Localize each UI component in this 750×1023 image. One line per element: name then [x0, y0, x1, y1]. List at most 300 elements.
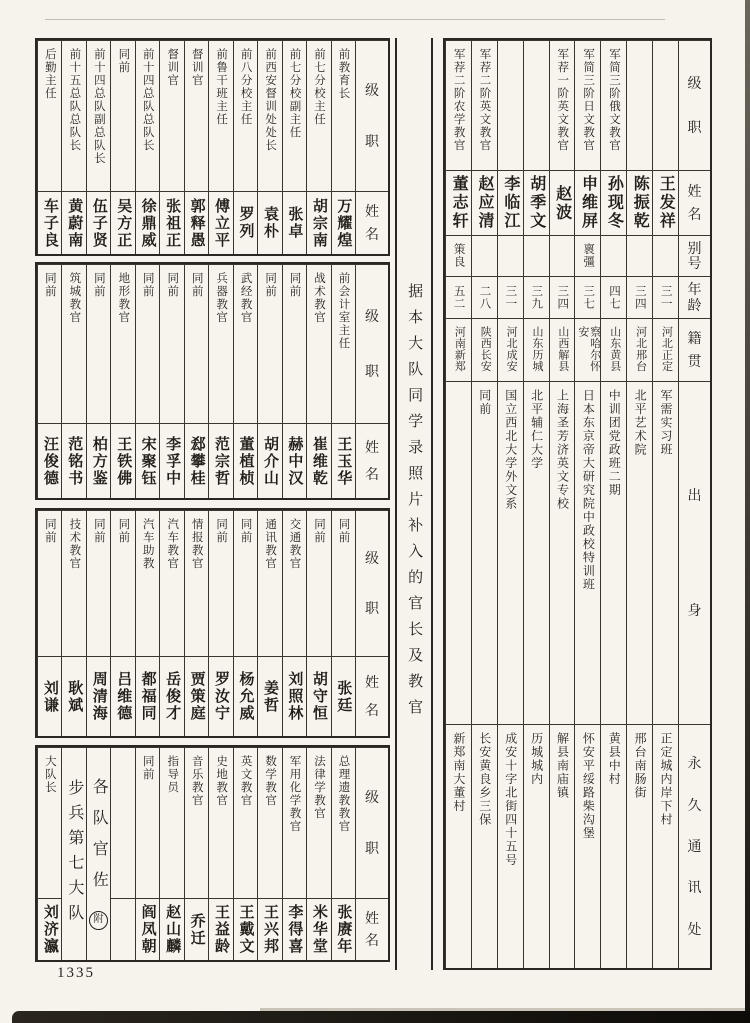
age-cell-text: 四七: [607, 285, 620, 310]
name-cell: [233, 898, 257, 960]
scan-top-line: [45, 19, 665, 20]
name-cell: [306, 191, 330, 254]
name-cell: [331, 423, 355, 498]
name-cell-text: 张廷: [335, 679, 353, 714]
name-cell: [471, 170, 497, 235]
name-cell-text: 柏方鉴: [90, 435, 108, 487]
name-cell: [159, 898, 183, 960]
rank-cell-text: 数学教官: [264, 755, 277, 807]
rank-cell: [523, 40, 549, 170]
left-table-band-3: [35, 508, 390, 738]
name-cell-text: 胡介山: [261, 435, 279, 487]
rank-cell: [257, 264, 281, 423]
note-text: 据本大队同学录照片补入的官长及教官: [406, 283, 424, 725]
origin-cell: [445, 318, 471, 381]
address-cell-text: 解县南庙镇: [555, 732, 570, 800]
alias-cell-text: 策良: [452, 243, 465, 268]
rank-cell-text: 军荐一阶英文教官: [556, 48, 569, 152]
rank-cell-text: 同前: [166, 272, 179, 298]
name-cell: [61, 423, 85, 498]
rank-cell: [86, 40, 110, 191]
name-cell-text: 罗汝宁: [213, 671, 231, 722]
name-cell-text: 李临江: [501, 175, 519, 231]
name-cell-text: 伍子贤: [90, 197, 108, 249]
name-cell-text: 刘照林: [286, 671, 304, 722]
name-cell-text: 赵应清: [475, 175, 493, 231]
scan-edge-right: [745, 0, 750, 1023]
name-cell: [135, 898, 159, 960]
name-cell: [110, 656, 134, 736]
rank-cell: [184, 747, 208, 898]
rank-cell: [331, 747, 355, 898]
rank-cell-text: 前七分校副主任: [288, 48, 301, 139]
origin-cell: [523, 318, 549, 381]
name-cell-text: 崔维乾: [310, 435, 328, 487]
name-cell: [626, 170, 652, 235]
rank-cell-text: 前十四总队总队长: [141, 48, 154, 152]
origin-cell: [652, 318, 678, 381]
address-cell-text: 正定城内岸下村: [659, 732, 674, 827]
rank-cell: [208, 40, 232, 191]
column-header-text: 姓 名: [364, 673, 379, 718]
rank-cell: [61, 264, 85, 423]
rank-cell: [471, 40, 497, 170]
name-cell-text: 郭释愚: [188, 197, 206, 249]
background-cell-text: 国立西北大学外文系: [503, 389, 518, 511]
name-cell: [652, 170, 678, 235]
address-cell: [497, 724, 523, 968]
alias-cell: [652, 235, 678, 276]
name-cell: [208, 898, 232, 960]
name-cell-text: 吕维德: [115, 671, 133, 722]
rank-cell-text: 同前: [92, 272, 105, 298]
column-header: [678, 170, 710, 235]
section-label-officers-text: 各队官佐: [90, 778, 108, 902]
rank-cell: [159, 40, 183, 191]
name-cell: [61, 656, 85, 736]
column-header: [355, 423, 388, 498]
officers-table-left: [35, 38, 390, 962]
rank-cell: [282, 747, 306, 898]
name-cell: [257, 898, 281, 960]
origin-cell-text: 河北正定: [660, 326, 673, 372]
name-cell-text: 张卓: [286, 206, 304, 240]
rank-cell-text: 前教育长: [337, 48, 350, 100]
alias-cell: [471, 235, 497, 276]
name-cell: [306, 423, 330, 498]
rank-cell-text: 筑城教官: [68, 272, 81, 324]
rank-cell: [110, 510, 134, 656]
background-cell-text: 军需实习班: [659, 389, 674, 457]
age-cell-text: 二八: [478, 285, 491, 310]
rank-cell: [445, 40, 471, 170]
column-header-text: 级 职: [364, 308, 379, 379]
instructors-table-right: [443, 38, 712, 970]
brigade-leader-name-cell: [37, 898, 61, 960]
address-cell: [445, 724, 471, 968]
rank-cell: [306, 40, 330, 191]
rank-cell: [233, 264, 257, 423]
address-cell-text: 黄县中村: [607, 732, 622, 786]
name-cell: [257, 423, 281, 498]
rank-cell: [184, 510, 208, 656]
name-cell: [574, 170, 600, 235]
age-cell: [652, 276, 678, 318]
name-cell-text: 万耀煌: [335, 197, 353, 249]
address-cell-text: 历城城内: [529, 732, 544, 786]
rank-cell: [135, 510, 159, 656]
section-label-brigade-text: 步兵第七大队: [65, 779, 83, 929]
column-header: [678, 235, 710, 276]
age-cell: [445, 276, 471, 318]
rank-cell: [233, 40, 257, 191]
name-cell: [257, 191, 281, 254]
age-cell-text: 三四: [556, 285, 569, 310]
name-cell: [523, 170, 549, 235]
rank-cell: [233, 510, 257, 656]
address-cell: [523, 724, 549, 968]
column-header: [355, 656, 388, 736]
rank-cell: [282, 510, 306, 656]
alias-cell: [600, 235, 626, 276]
name-cell-text: 周清海: [90, 671, 108, 722]
address-cell-text: 长安黄良乡三保: [477, 732, 492, 827]
rank-cell: [282, 40, 306, 191]
name-cell-text: 刘谦: [41, 679, 59, 714]
address-cell-text: 新郑南大董村: [451, 732, 466, 813]
column-header-text: 姓 名: [687, 182, 702, 222]
age-cell: [471, 276, 497, 318]
rank-cell: [600, 40, 626, 170]
age-cell: [497, 276, 523, 318]
name-cell-text: 郄攀桂: [188, 435, 206, 487]
section-label-officers: [86, 747, 110, 960]
rank-cell: [282, 264, 306, 423]
column-header: [355, 747, 388, 898]
rank-cell-text: 史地教官: [215, 755, 228, 807]
name-cell-text: 张祖正: [164, 197, 182, 249]
name-cell: [331, 191, 355, 254]
rank-cell: [233, 747, 257, 898]
name-cell: [184, 191, 208, 254]
name-cell-text: 王玉华: [335, 435, 353, 487]
rank-cell-text: 英文教官: [239, 755, 252, 807]
rank-cell-text: 前八分校主任: [239, 48, 252, 126]
name-cell-text: 傅立平: [213, 197, 231, 249]
page-number: 1335: [57, 965, 95, 981]
name-cell: [208, 423, 232, 498]
rank-cell: [159, 264, 183, 423]
name-cell: [257, 656, 281, 736]
rank-cell: [208, 747, 232, 898]
background-cell: [471, 381, 497, 724]
name-cell-text: 耿斌: [66, 679, 84, 714]
background-cell-text: 北平艺术院: [633, 389, 648, 457]
rank-cell: [257, 510, 281, 656]
name-cell: [110, 898, 134, 960]
name-cell: [282, 423, 306, 498]
rank-cell-text: 督训官: [166, 48, 179, 87]
alias-cell: [523, 235, 549, 276]
origin-cell: [549, 318, 575, 381]
rank-cell: [208, 264, 232, 423]
name-cell-text: 宋聚钰: [139, 435, 157, 487]
age-cell: [600, 276, 626, 318]
rank-cell: [135, 747, 159, 898]
rank-cell: [306, 747, 330, 898]
alias-cell: [626, 235, 652, 276]
name-cell: [233, 656, 257, 736]
rank-cell-text: 同前: [92, 518, 105, 544]
rank-cell-text: 战术教官: [313, 272, 325, 324]
name-cell: [306, 898, 330, 960]
rank-cell-text: 军荐二阶农学教官: [452, 48, 465, 152]
name-cell: [159, 423, 183, 498]
rank-cell: [208, 510, 232, 656]
rank-cell: [37, 264, 61, 423]
name-cell: [159, 656, 183, 736]
name-cell-text: 赵波: [553, 184, 571, 222]
background-cell-text: 同前: [477, 389, 492, 416]
rank-cell: [306, 510, 330, 656]
background-cell: [445, 381, 471, 724]
rank-cell: [37, 40, 61, 191]
rank-cell: [257, 40, 281, 191]
rank-cell: [61, 510, 85, 656]
rank-cell-text: 法律学教官: [313, 755, 325, 820]
name-cell: [135, 423, 159, 498]
rank-cell: [86, 510, 110, 656]
name-cell-text: 董志轩: [450, 175, 468, 231]
name-cell-text: 王铁佛: [115, 435, 133, 487]
age-cell-text: 五二: [452, 285, 465, 310]
address-cell: [652, 724, 678, 968]
address-cell: [626, 724, 652, 968]
name-cell: [159, 191, 183, 254]
name-cell-text: 陈振乾: [631, 175, 649, 231]
note-column: [395, 38, 433, 970]
column-header-text: 年 龄: [687, 281, 702, 313]
name-cell-text: 吴方正: [115, 197, 133, 249]
rank-cell: [497, 40, 523, 170]
address-cell-text: 成安十字北街四十五号: [503, 732, 518, 867]
name-cell: [549, 170, 575, 235]
name-cell-text: 汪俊德: [41, 435, 59, 487]
name-cell-text: 范宗哲: [213, 435, 231, 487]
rank-cell: [110, 747, 134, 898]
age-cell-text: 三一: [504, 285, 517, 310]
origin-cell: [574, 318, 600, 381]
rank-cell-text: 同前: [43, 272, 56, 298]
background-cell: [523, 381, 549, 724]
address-cell: [471, 724, 497, 968]
rank-cell: [159, 510, 183, 656]
rank-cell: [135, 264, 159, 423]
origin-cell-text: 山东黄县: [608, 326, 621, 372]
background-cell: [626, 381, 652, 724]
name-cell-text: 王兴邦: [261, 904, 279, 955]
name-cell-text: 袁朴: [261, 206, 279, 240]
name-cell-text: 车子良: [41, 197, 59, 249]
name-cell-text: 赵山麟: [164, 904, 182, 955]
name-cell: [37, 656, 61, 736]
rank-cell-text: 前十四总队副总队长: [92, 48, 105, 165]
age-cell-text: 三七: [582, 285, 595, 310]
rank-cell-text: 同前: [239, 518, 252, 544]
rank-cell-text: 前十五总队总队长: [68, 48, 81, 152]
name-cell-text: 米华堂: [310, 904, 328, 955]
age-cell: [626, 276, 652, 318]
rank-cell: [37, 510, 61, 656]
age-cell-text: 三九: [530, 285, 543, 310]
name-cell-text: 孙现冬: [605, 175, 623, 231]
left-table-band-1: [35, 38, 390, 256]
address-cell-text: 邢台南肠街: [633, 732, 648, 800]
column-header: [678, 276, 710, 318]
rank-cell-text: 同前: [337, 518, 350, 544]
column-header: [678, 40, 710, 170]
age-cell: [574, 276, 600, 318]
column-header: [678, 381, 710, 724]
name-cell: [110, 423, 134, 498]
name-cell-text: 张赓年: [335, 904, 353, 955]
column-header-text: 级 职: [364, 81, 379, 150]
name-cell-text: 胡季文: [527, 175, 545, 231]
name-cell: [306, 656, 330, 736]
column-header: [678, 724, 710, 968]
rank-cell: [184, 40, 208, 191]
age-cell: [523, 276, 549, 318]
age-cell-text: 三一: [659, 285, 672, 310]
rank-cell-text: 同前: [117, 48, 130, 74]
rank-cell-text: 同前: [215, 518, 228, 544]
origin-cell-text: 山东历城: [531, 326, 544, 372]
column-header: [355, 264, 388, 423]
rank-cell-text: 总理遗教教官: [337, 755, 350, 833]
rank-cell-text: 武经教官: [239, 272, 252, 324]
rank-cell-text: 前鲁干班主任: [215, 48, 228, 126]
rank-cell-text: 同前: [117, 518, 130, 544]
rank-cell: [306, 264, 330, 423]
name-cell-text: 黄蔚南: [66, 197, 84, 249]
rank-cell: [574, 40, 600, 170]
origin-cell-text: 河北邢台: [634, 326, 647, 372]
name-cell-text: 胡宗南: [310, 197, 328, 249]
brigade-leader-rank-cell-text: 大队长: [43, 755, 56, 794]
background-cell: [600, 381, 626, 724]
column-header: [355, 510, 388, 656]
name-cell: [600, 170, 626, 235]
rank-cell-text: 同前: [141, 755, 154, 781]
rank-cell: [61, 40, 85, 191]
name-cell-text: 罗列: [237, 206, 255, 240]
name-cell-text: 都福同: [139, 671, 157, 722]
rank-cell-text: 同前: [43, 518, 56, 544]
origin-cell-text: 山西解县: [556, 326, 569, 372]
name-cell-text: 贾策庭: [188, 671, 206, 722]
left-table-band-2: [35, 262, 390, 500]
name-cell-text: 王益龄: [213, 904, 231, 955]
name-cell: [37, 423, 61, 498]
scan-edge-bottom: [12, 1011, 750, 1023]
background-cell-text: 中训团党政班二期: [607, 389, 622, 497]
alias-cell: [549, 235, 575, 276]
alias-cell-text: 褱彊: [582, 243, 595, 268]
section-label-brigade: [61, 747, 85, 960]
brigade-leader-name-cell-text: 刘济瀛: [41, 904, 59, 955]
rank-cell-text: 军荐二阶英文教官: [478, 48, 491, 152]
rank-cell-text: 地形教官: [117, 272, 130, 324]
rank-cell-text: 同前: [313, 518, 325, 544]
name-cell: [61, 191, 85, 254]
name-cell-text: 胡守恒: [310, 671, 328, 722]
background-cell-text: 日本东京帝大研究院中政校特训班: [581, 389, 596, 592]
alias-cell: [497, 235, 523, 276]
name-cell-text: 乔迁: [188, 912, 206, 947]
rank-cell: [652, 40, 678, 170]
background-cell-text: 北平辅仁大学: [529, 389, 544, 470]
address-cell-text: 怀安平绥路柴沟堡: [581, 732, 596, 840]
background-cell-text: 上海圣芳济英文专校: [555, 389, 570, 511]
name-cell: [86, 656, 110, 736]
rank-cell: [86, 264, 110, 423]
rank-cell-text: 前西安督训处处长: [264, 48, 277, 152]
name-cell-text: 赫中汉: [286, 435, 304, 487]
brigade-leader-rank-cell: [37, 747, 61, 898]
name-cell: [86, 423, 110, 498]
rank-cell: [331, 264, 355, 423]
name-cell: [184, 423, 208, 498]
age-cell: [549, 276, 575, 318]
name-cell: [282, 898, 306, 960]
rank-cell-text: 汽车教官: [166, 518, 179, 570]
column-header-text: 级 职: [364, 788, 379, 857]
origin-cell: [626, 318, 652, 381]
rank-cell-text: 交通教官: [288, 518, 301, 570]
name-cell: [282, 191, 306, 254]
origin-cell-text: 河南新郑: [453, 326, 466, 372]
origin-cell-text: 察哈尔怀安: [576, 326, 601, 372]
rank-cell-text: 前七分校主任: [313, 48, 325, 126]
background-cell: [497, 381, 523, 724]
column-header-text: 永 久 通 讯 处: [687, 755, 702, 937]
rank-cell-text: 技术教官: [68, 518, 81, 570]
name-cell-text: 李得喜: [286, 904, 304, 955]
background-cell: [574, 381, 600, 724]
rank-cell: [331, 510, 355, 656]
origin-cell: [600, 318, 626, 381]
background-cell: [549, 381, 575, 724]
name-cell-text: 董植桢: [237, 435, 255, 487]
name-cell-text: 杨允威: [237, 671, 255, 722]
rank-cell: [110, 264, 134, 423]
name-cell: [86, 191, 110, 254]
rank-cell-text: 后勤主任: [43, 48, 56, 100]
rank-cell-text: 军用化学教官: [288, 755, 301, 833]
address-cell: [549, 724, 575, 968]
rank-cell-text: 兵器教官: [215, 272, 228, 324]
rank-cell: [184, 264, 208, 423]
origin-cell-text: 陕西长安: [479, 326, 492, 372]
rank-cell-text: 军简三阶俄文教官: [607, 48, 620, 152]
address-cell: [574, 724, 600, 968]
name-cell-text: 王发祥: [657, 175, 675, 231]
origin-cell-text: 河北成安: [505, 326, 518, 372]
column-header: [355, 191, 388, 254]
name-cell-text: 徐鼎威: [139, 197, 157, 249]
column-header-text: 别 号: [687, 240, 702, 272]
rank-cell: [159, 747, 183, 898]
